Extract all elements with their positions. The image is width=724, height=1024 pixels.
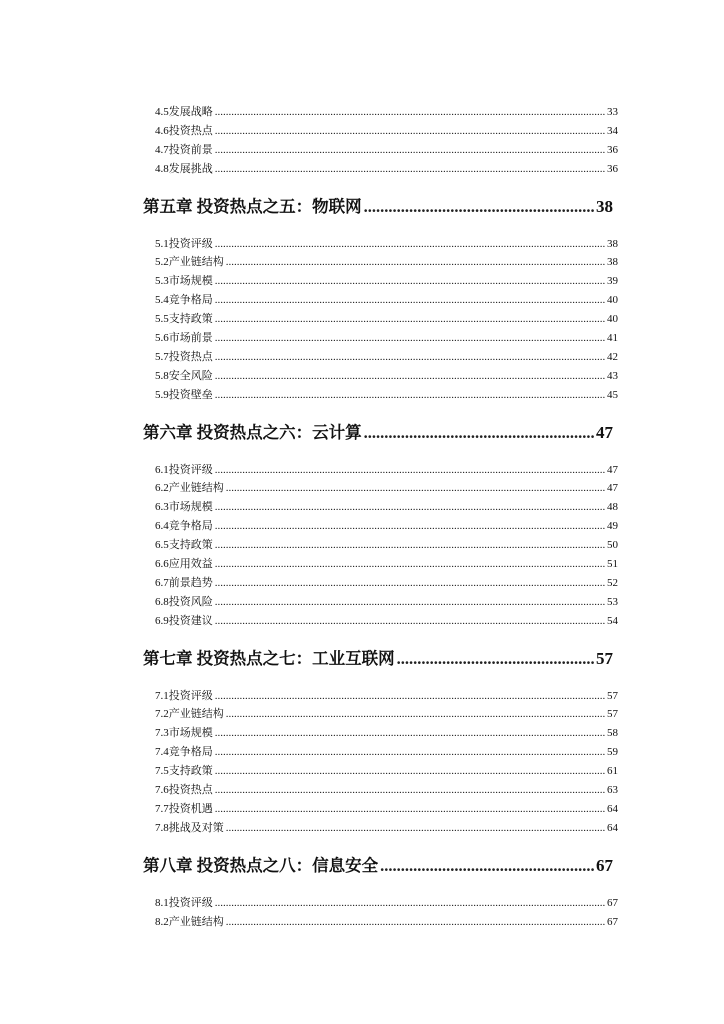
toc-section-number: 8.1 <box>155 896 169 909</box>
toc-section-entry[interactable] <box>155 536 618 555</box>
toc-page-number: 47 <box>607 482 618 495</box>
toc-section-title: 发展挑战 <box>168 162 213 175</box>
toc-page-number: 39 <box>607 275 618 288</box>
toc-section-number: 4.5 <box>155 106 169 118</box>
toc-section-number: 7.7 <box>155 802 169 815</box>
toc-page-number: 67 <box>607 896 618 909</box>
toc-dot-leader <box>215 235 606 254</box>
toc-section-number: 5.3 <box>155 275 169 288</box>
toc-chapter-title: 第七章 投资热点之七：工业互联网 <box>143 648 395 668</box>
toc-page-number: 42 <box>607 350 618 363</box>
toc-section-entry[interactable] <box>155 367 618 386</box>
toc-page-number: 38 <box>607 237 618 250</box>
toc-section-entry[interactable] <box>155 122 618 141</box>
toc-section-number: 5.1 <box>155 237 169 250</box>
toc-section-title: 投资评级 <box>168 237 213 250</box>
toc-dot-leader <box>215 781 606 800</box>
toc-section-title: 市场规模 <box>168 501 213 514</box>
toc-section-title: 支持政策 <box>168 539 213 552</box>
toc-dot-leader <box>215 724 606 743</box>
toc-dot-leader <box>215 272 606 291</box>
toc-section-entry[interactable] <box>155 310 618 329</box>
toc-section-entry[interactable] <box>155 253 618 272</box>
toc-section-title: 投资热点 <box>168 784 213 797</box>
toc-section-entry[interactable] <box>155 329 618 348</box>
toc-dot-leader <box>215 536 606 555</box>
toc-section-entry[interactable] <box>155 141 618 160</box>
toc-section-number: 6.4 <box>155 520 169 533</box>
toc-chapter-title: 第八章 投资热点之八：信息安全 <box>143 855 379 875</box>
toc-page-number: 36 <box>607 143 618 156</box>
toc-page-number: 33 <box>607 106 618 118</box>
toc-dot-leader <box>364 179 595 235</box>
toc-section-entry[interactable] <box>155 913 618 932</box>
toc-page-number: 41 <box>607 332 618 345</box>
toc-section-entry[interactable] <box>155 800 618 819</box>
toc-page-number: 48 <box>607 501 618 514</box>
toc-dot-leader <box>215 348 606 367</box>
toc-page-number: 52 <box>607 576 618 589</box>
toc-section-title: 挑战及对策 <box>168 821 224 834</box>
toc-dot-leader <box>226 913 606 932</box>
toc-section-title: 应用效益 <box>168 558 213 571</box>
toc-section-number: 6.9 <box>155 614 169 627</box>
toc-page-number: 58 <box>607 727 618 740</box>
toc-dot-leader <box>215 329 606 348</box>
toc-section-number: 6.7 <box>155 576 169 589</box>
toc-page-number: 40 <box>607 313 618 326</box>
toc-dot-leader <box>380 838 595 894</box>
toc-section-number: 7.8 <box>155 821 169 834</box>
toc-dot-leader <box>215 310 606 329</box>
toc-page-number: 34 <box>607 124 618 137</box>
toc-section-number: 7.2 <box>155 708 169 721</box>
toc-dot-leader <box>226 253 606 272</box>
toc-section-entry[interactable] <box>155 103 618 122</box>
toc-dot-leader <box>226 705 606 724</box>
toc-section-number: 5.2 <box>155 256 169 269</box>
toc-section-entry[interactable] <box>155 743 618 762</box>
toc-section-entry[interactable] <box>155 160 618 179</box>
toc-section-entry[interactable] <box>155 593 618 612</box>
toc-chapter-title: 第六章 投资热点之六：云计算 <box>143 422 362 442</box>
toc-page-number: 53 <box>607 595 618 608</box>
toc-page-number: 47 <box>596 422 613 442</box>
toc-dot-leader <box>215 517 606 536</box>
toc-page-number: 47 <box>607 463 618 476</box>
toc-page-number: 67 <box>607 915 618 928</box>
toc-section-entry[interactable] <box>155 612 618 631</box>
toc-section-number: 5.9 <box>155 388 169 401</box>
toc-page-number: 54 <box>607 614 618 627</box>
toc-section-title: 前景趋势 <box>168 576 213 589</box>
toc-dot-leader <box>215 687 606 706</box>
toc-dot-leader <box>215 555 606 574</box>
toc-section-title: 投资评级 <box>168 463 213 476</box>
toc-section-title: 投资机遇 <box>168 802 213 815</box>
toc-chapter-entry[interactable] <box>143 631 613 687</box>
toc-section-title: 产业链结构 <box>168 708 224 721</box>
toc-page-number: 64 <box>607 802 618 815</box>
toc-page-number: 45 <box>607 388 618 401</box>
table-of-contents <box>0 103 724 932</box>
toc-page-number: 67 <box>596 855 613 875</box>
toc-section-number: 5.8 <box>155 369 169 382</box>
toc-dot-leader <box>215 103 606 122</box>
toc-chapter-entry[interactable] <box>143 179 613 235</box>
toc-page-number: 63 <box>607 784 618 797</box>
toc-section-title: 发展战略 <box>168 106 213 118</box>
toc-section-title: 竞争格局 <box>168 520 213 533</box>
toc-page-number: 64 <box>607 821 618 834</box>
toc-chapter-entry[interactable] <box>143 838 613 894</box>
toc-page-number: 40 <box>607 294 618 307</box>
toc-dot-leader <box>215 498 606 517</box>
toc-page-number: 38 <box>607 256 618 269</box>
toc-section-entry[interactable] <box>155 291 618 310</box>
toc-section-entry[interactable] <box>155 235 618 254</box>
toc-section-title: 安全风险 <box>168 369 213 382</box>
toc-section-entry[interactable] <box>155 762 618 781</box>
toc-dot-leader <box>215 800 606 819</box>
toc-section-entry[interactable] <box>155 574 618 593</box>
toc-section-title: 产业链结构 <box>168 482 224 495</box>
toc-section-number: 7.5 <box>155 765 169 778</box>
toc-dot-leader <box>226 479 606 498</box>
toc-section-entry[interactable] <box>155 348 618 367</box>
toc-dot-leader <box>215 461 606 480</box>
toc-section-entry[interactable] <box>155 894 618 913</box>
toc-section-entry[interactable] <box>155 724 618 743</box>
toc-page-number: 61 <box>607 765 618 778</box>
toc-dot-leader <box>215 762 606 781</box>
toc-section-entry[interactable] <box>155 272 618 291</box>
toc-section-entry[interactable] <box>155 461 618 480</box>
toc-section-number: 6.3 <box>155 501 169 514</box>
toc-page-number: 49 <box>607 520 618 533</box>
toc-section-title: 投资前景 <box>168 143 213 156</box>
toc-section-number: 6.5 <box>155 539 169 552</box>
toc-section-number: 4.6 <box>155 124 169 137</box>
toc-section-number: 6.6 <box>155 558 169 571</box>
toc-dot-leader <box>215 894 606 913</box>
toc-section-number: 8.2 <box>155 915 169 928</box>
toc-section-title: 投资评级 <box>168 896 213 909</box>
toc-page-number: 59 <box>607 746 618 759</box>
toc-dot-leader <box>215 291 606 310</box>
toc-section-entry[interactable] <box>155 517 618 536</box>
toc-section-number: 6.2 <box>155 482 169 495</box>
toc-dot-leader <box>215 593 606 612</box>
toc-dot-leader <box>215 386 606 405</box>
toc-section-title: 竞争格局 <box>168 746 213 759</box>
toc-section-number: 5.4 <box>155 294 169 307</box>
toc-page-number: 57 <box>596 648 613 668</box>
toc-dot-leader <box>215 612 606 631</box>
toc-section-title: 竞争格局 <box>168 294 213 307</box>
toc-dot-leader <box>215 122 606 141</box>
toc-page-number: 43 <box>607 369 618 382</box>
toc-section-number: 7.4 <box>155 746 169 759</box>
toc-section-number: 5.5 <box>155 313 169 326</box>
toc-section-entry[interactable] <box>155 687 618 706</box>
toc-section-title: 投资风险 <box>168 595 213 608</box>
toc-section-number: 4.7 <box>155 143 169 156</box>
toc-dot-leader <box>215 743 606 762</box>
toc-dot-leader <box>226 819 606 838</box>
toc-section-title: 市场规模 <box>168 727 213 740</box>
toc-page-number: 38 <box>596 196 613 216</box>
toc-section-entry[interactable] <box>155 479 618 498</box>
toc-page-number: 57 <box>607 689 618 702</box>
toc-page-number: 51 <box>607 558 618 571</box>
toc-section-entry[interactable] <box>155 705 618 724</box>
toc-dot-leader <box>397 631 595 687</box>
toc-section-entry[interactable] <box>155 555 618 574</box>
toc-section-title: 投资评级 <box>168 689 213 702</box>
toc-section-number: 6.1 <box>155 463 169 476</box>
toc-section-number: 4.8 <box>155 162 169 175</box>
toc-page-number: 36 <box>607 162 618 175</box>
toc-section-title: 产业链结构 <box>168 256 224 269</box>
toc-dot-leader <box>215 367 606 386</box>
toc-section-number: 5.6 <box>155 332 169 345</box>
toc-section-title: 支持政策 <box>168 313 213 326</box>
toc-section-title: 市场前景 <box>168 332 213 345</box>
toc-section-title: 投资壁垒 <box>168 388 213 401</box>
toc-dot-leader <box>364 405 595 461</box>
toc-section-title: 投资热点 <box>168 124 213 137</box>
toc-section-title: 投资热点 <box>168 350 213 363</box>
toc-section-entry[interactable] <box>155 781 618 800</box>
toc-section-entry[interactable] <box>155 819 618 838</box>
toc-section-number: 7.1 <box>155 689 169 702</box>
toc-chapter-entry[interactable] <box>143 405 613 461</box>
toc-section-title: 产业链结构 <box>168 915 224 928</box>
toc-section-entry[interactable] <box>155 386 618 405</box>
toc-section-title: 投资建议 <box>168 614 213 627</box>
toc-dot-leader <box>215 141 606 160</box>
toc-dot-leader <box>215 574 606 593</box>
toc-section-number: 5.7 <box>155 350 169 363</box>
toc-dot-leader <box>215 160 606 179</box>
toc-chapter-title: 第五章 投资热点之五：物联网 <box>143 196 362 216</box>
toc-section-title: 市场规模 <box>168 275 213 288</box>
toc-section-entry[interactable] <box>155 498 618 517</box>
toc-section-number: 7.3 <box>155 727 169 740</box>
toc-page-number: 57 <box>607 708 618 721</box>
toc-section-title: 支持政策 <box>168 765 213 778</box>
toc-section-number: 7.6 <box>155 784 169 797</box>
toc-section-number: 6.8 <box>155 595 169 608</box>
toc-page-number: 50 <box>607 539 618 552</box>
